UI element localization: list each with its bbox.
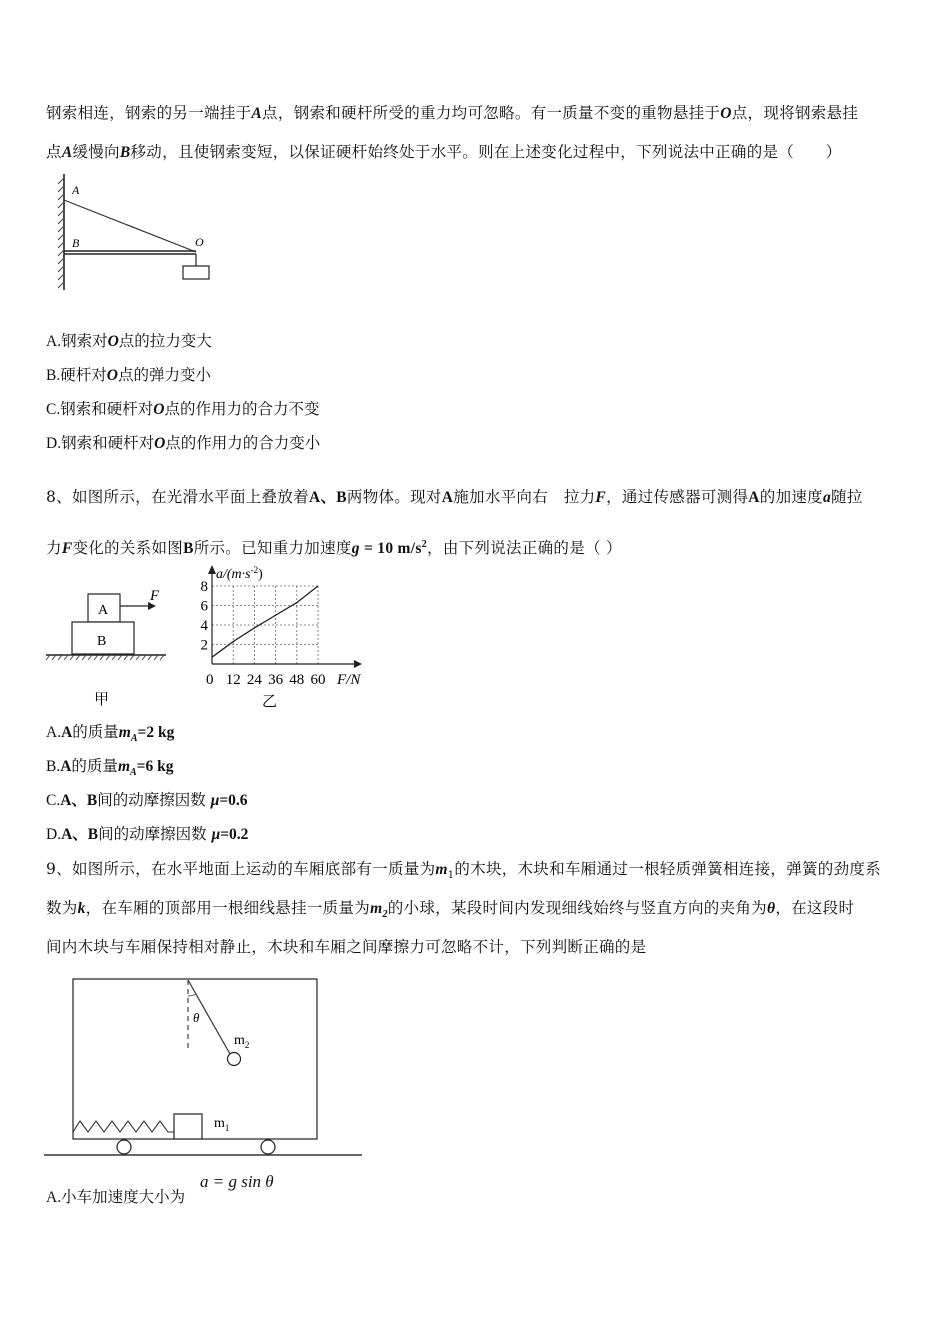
var-mu: μ xyxy=(210,792,220,809)
var-A: A xyxy=(61,144,73,161)
option-letter: D. xyxy=(46,826,62,843)
var-a: a xyxy=(822,489,832,506)
q9-text: ，在车厢的顶部用一根细线悬挂一质量为 xyxy=(85,899,371,917)
q8-bold: B xyxy=(183,540,194,557)
y-axis-label-end: ) xyxy=(258,567,263,582)
option-text: 点的作用力的合力不变 xyxy=(164,400,320,418)
var-O: O xyxy=(106,367,118,384)
q7-option-D[interactable] xyxy=(46,432,320,455)
var-m: m xyxy=(118,724,131,741)
q7-option-B[interactable] xyxy=(46,364,211,387)
q8-option-C[interactable] xyxy=(46,789,248,812)
option-bold: A xyxy=(60,758,72,775)
q7-text: 缓慢向 xyxy=(72,143,120,161)
theta-label: θ xyxy=(193,1010,200,1025)
y-axis-label-text: a/(m·s xyxy=(216,567,251,582)
q9-text: 数为 xyxy=(46,899,78,917)
x-tick-label: 24 xyxy=(246,672,262,688)
force-label: F xyxy=(150,588,160,604)
m2-label-m: m xyxy=(234,1033,245,1048)
var-g: g xyxy=(351,540,360,557)
origin-label: 0 xyxy=(206,672,214,688)
x-tick-label: 48 xyxy=(289,672,305,688)
option-letter: C. xyxy=(46,401,61,418)
option-letter: B. xyxy=(46,758,61,775)
option-text: 硬杆对 xyxy=(60,366,107,384)
q8-sup: 2 xyxy=(421,538,428,550)
option-bold: A、B xyxy=(60,792,98,809)
y-tick-label: 8 xyxy=(200,579,208,595)
option-text: 小车加速度大小为 xyxy=(61,1188,186,1206)
var-O: O xyxy=(107,333,119,350)
ball-m2 xyxy=(228,1053,241,1066)
q9-text: 的小球，某段时间内发现细线始终与竖直方向的夹角为 xyxy=(387,899,767,917)
q8-text: 变化的关系如图 xyxy=(72,539,184,557)
var-theta: θ xyxy=(766,900,776,917)
x-tick-label: 60 xyxy=(310,672,326,688)
q8-option-A[interactable] xyxy=(46,721,174,744)
y-tick-label: 6 xyxy=(200,598,208,615)
option-text: 间的动摩擦因数 xyxy=(97,791,206,809)
option-value: =0.2 xyxy=(220,826,249,843)
x-axis-label: F/N xyxy=(337,672,361,688)
option-bold: A、B xyxy=(61,826,99,843)
label-A: A xyxy=(72,183,80,197)
x-tick-label: 12 xyxy=(225,672,241,688)
option-text: 钢索和硬杆对 xyxy=(60,400,154,418)
var-B: B xyxy=(119,144,131,161)
block-B-label: B xyxy=(97,634,107,649)
q9-text: ，在这段时 xyxy=(775,899,855,917)
cable-line xyxy=(64,200,196,252)
q8-chart-yi xyxy=(194,562,378,712)
q8-text: 8、如图所示，在光滑水平面上叠放着 xyxy=(46,488,309,506)
y-axis-arrow xyxy=(208,565,216,574)
q9-text: 间内木块与车厢保持相对静止，木块和车厢之间摩擦力可忽略不计，下列判断正确的是 xyxy=(46,938,647,956)
q7-option-C[interactable] xyxy=(46,398,319,421)
q7-stem xyxy=(46,94,908,172)
q9-text: 9、如图所示，在水平地面上运动的车厢底部有一质量为 xyxy=(46,860,436,878)
q9-figure-carriage xyxy=(44,974,366,1160)
var-m: m xyxy=(117,758,130,775)
q8-bold: A xyxy=(748,489,760,506)
option-letter: A. xyxy=(46,1189,62,1206)
var-F: F xyxy=(61,540,73,557)
q8-option-D[interactable] xyxy=(46,823,248,846)
var-O: O xyxy=(720,105,732,122)
option-letter: B. xyxy=(46,367,61,384)
option-letter: A. xyxy=(46,333,62,350)
label-O: O xyxy=(195,235,204,249)
option-letter: A. xyxy=(46,724,62,741)
option-letter: C. xyxy=(46,792,61,809)
q7-text: 点 xyxy=(46,143,62,161)
option-text: 钢索和硬杆对 xyxy=(61,434,155,452)
m2-label-sub: 2 xyxy=(244,1040,250,1050)
var-k: k xyxy=(77,900,86,917)
q8-bold: = 10 m/s xyxy=(359,540,422,557)
option-text: 的质量 xyxy=(72,723,119,741)
q7-text: 点，现将钢索悬挂 xyxy=(731,104,859,122)
option-text: 间的动摩擦因数 xyxy=(98,825,207,843)
q8-text: ，通过传感器可测得 xyxy=(606,488,749,506)
wheel-left xyxy=(117,1140,131,1154)
m1-label-sub: 1 xyxy=(224,1123,230,1133)
option-value: =0.6 xyxy=(219,792,248,809)
q8-text: 所示。已知重力加速度 xyxy=(193,539,352,557)
q8-option-B[interactable] xyxy=(46,755,174,778)
q7-figure-rod-cable xyxy=(52,170,222,295)
q9-text: 的木块，木块和车厢通过一根轻质弹簧相连接，弹簧的劲度系 xyxy=(454,860,882,878)
q9-option-A-formula: a = g sin θ xyxy=(200,1172,274,1191)
x-tick-label: 36 xyxy=(268,672,284,688)
var-O: O xyxy=(154,435,166,452)
wall-hatch xyxy=(58,178,64,288)
var-sub: A xyxy=(130,767,137,779)
option-bold: A xyxy=(61,724,73,741)
q8-text: 两物体。现对 xyxy=(346,488,442,506)
var-m2: m xyxy=(370,900,383,917)
option-text: 点的作用力的合力变小 xyxy=(165,434,321,452)
q8-stem xyxy=(46,472,908,574)
q9-option-A[interactable] xyxy=(46,1186,185,1209)
y-tick-label: 4 xyxy=(200,618,208,634)
option-text: 点的弹力变小 xyxy=(117,366,211,384)
q8-text: 力 xyxy=(46,539,62,557)
q8-text: ，由下列说法正确的是（ ） xyxy=(427,539,622,557)
q7-text: 钢索相连，钢索的另一端挂于 xyxy=(46,104,252,122)
option-value: =2 kg xyxy=(137,724,175,741)
option-text: 点的拉力变大 xyxy=(118,332,212,350)
series-line xyxy=(212,586,318,657)
q8-figure-jia xyxy=(44,584,174,712)
option-text: 的质量 xyxy=(71,757,118,775)
y-axis-label xyxy=(216,565,263,582)
q8-bold: A xyxy=(441,489,454,506)
option-value: =6 kg xyxy=(136,758,174,775)
var-sub: A xyxy=(130,733,138,745)
block-A-label: A xyxy=(98,603,109,618)
var-O: O xyxy=(153,401,165,418)
q7-option-A[interactable] xyxy=(46,330,212,353)
option-text: 钢索对 xyxy=(61,332,108,350)
var-sub: 1 xyxy=(447,870,455,882)
q7-text: 移动，且使钢索变短，以保证硬杆始终处于水平。则在上述变化过程中，下列说法中正确的是（ ） xyxy=(130,143,842,161)
caption-jia: 甲 xyxy=(94,692,110,708)
var-sub: 2 xyxy=(382,909,388,921)
q7-text: 点，钢索和硬杆所受的重力均可忽略。有一质量不变的重物悬挂于 xyxy=(262,104,721,122)
wheel-right xyxy=(261,1140,275,1154)
weight-box xyxy=(183,266,209,279)
block-m1 xyxy=(174,1114,202,1139)
caption-yi: 乙 xyxy=(262,694,278,710)
y-axis-label-sup: -2 xyxy=(250,565,259,575)
q9-stem xyxy=(46,850,908,966)
option-letter: D. xyxy=(46,435,62,452)
var-F: F xyxy=(595,489,607,506)
q8-text: 的加速度 xyxy=(759,488,823,506)
var-mu: μ xyxy=(211,826,221,843)
var-A: A xyxy=(251,105,263,122)
q8-text: 随拉 xyxy=(831,488,863,506)
label-B: B xyxy=(72,236,80,250)
x-axis-arrow xyxy=(354,660,362,668)
q8-bold: A、B xyxy=(308,489,347,506)
q8-text: 施加水平向右 拉力 xyxy=(453,488,596,506)
m1-label-m: m xyxy=(214,1116,225,1131)
y-tick-label: 2 xyxy=(200,637,208,654)
var-m1: m xyxy=(435,861,448,878)
